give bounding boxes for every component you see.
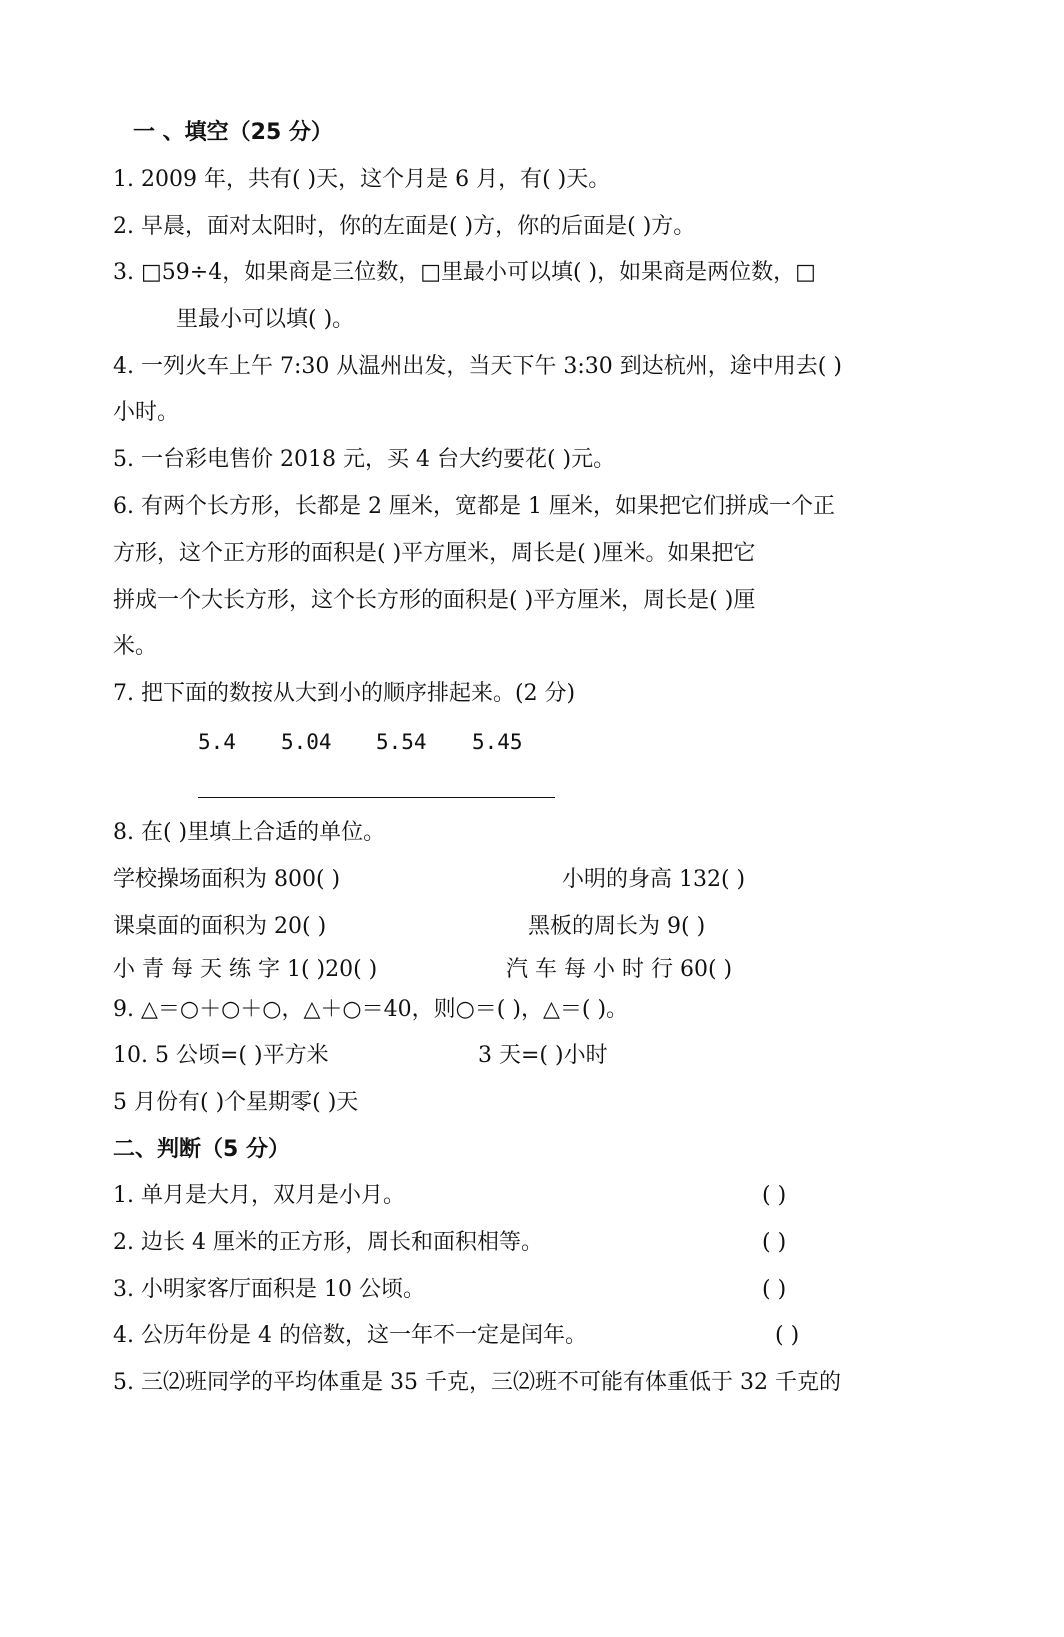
number-item: 5.04 xyxy=(281,730,332,754)
number-item: 5.4 xyxy=(198,730,236,754)
question-8-item-f: 汽 车 每 小 时 行 60( ) xyxy=(506,957,733,982)
question-10-item-c: 5 月份有( )个星期零( )天 xyxy=(113,1090,359,1115)
question-1: 1. 2009 年，共有( )天，这个月是 6 月，有( )天。 xyxy=(113,167,611,192)
question-6-line3: 拼成一个大长方形，这个长方形的面积是( )平方厘米，周长是( )厘 xyxy=(113,588,756,613)
judge-item-1: 1. 单月是大月，双月是小月。 xyxy=(113,1183,405,1208)
number-item: 5.45 xyxy=(472,730,523,754)
question-4-line1: 4. 一列火车上午 7:30 从温州出发，当天下午 3:30 到达杭州，途中用去( ) xyxy=(113,354,842,379)
answer-line xyxy=(198,797,555,798)
question-2: 2. 早晨，面对太阳时，你的左面是( )方，你的后面是( )方。 xyxy=(113,214,696,239)
judge-answer-paren: ( ) xyxy=(762,1230,787,1255)
judge-item-2: 2. 边长 4 厘米的正方形，周长和面积相等。 xyxy=(113,1230,543,1255)
question-3-line1: 3. □59÷4，如果商是三位数，□里最小可以填( )，如果商是两位数，□ xyxy=(113,260,816,285)
judge-answer-paren: ( ) xyxy=(762,1277,787,1302)
judge-item-3: 3. 小明家客厅面积是 10 公顷。 xyxy=(113,1277,425,1302)
judge-item-4: 4. 公历年份是 4 的倍数，这一年不一定是闰年。 xyxy=(113,1323,587,1348)
judge-answer-paren: ( ) xyxy=(762,1183,787,1208)
question-8-item-b: 小明的身高 132( ) xyxy=(562,867,746,892)
section1-heading: 一 、填空（25 分） xyxy=(133,120,333,145)
section2-heading: 二、判断（5 分） xyxy=(113,1137,290,1162)
question-10-item-a: 10. 5 公顷=( )平方米 xyxy=(113,1043,329,1068)
question-4-line2: 小时。 xyxy=(113,400,180,425)
question-9: 9. △＝○＋○＋○，△＋○＝40，则○＝( )，△＝( )。 xyxy=(113,997,629,1022)
question-10-item-b: 3 天=( )小时 xyxy=(478,1043,608,1068)
question-8-item-c: 课桌面的面积为 20( ) xyxy=(113,914,327,939)
question-6-line2: 方形，这个正方形的面积是( )平方厘米，周长是( )厘米。如果把它 xyxy=(113,541,756,566)
question-6-line4: 米。 xyxy=(113,634,158,659)
judge-answer-paren: ( ) xyxy=(775,1323,800,1348)
question-8-item-a: 学校操场面积为 800( ) xyxy=(113,867,341,892)
question-8: 8. 在( )里填上合适的单位。 xyxy=(113,820,386,845)
number-item: 5.54 xyxy=(376,730,427,754)
question-8-item-e: 小 青 每 天 练 字 1( )20( ) xyxy=(113,957,378,982)
question-6-line1: 6. 有两个长方形，长都是 2 厘米，宽都是 1 厘米，如果把它们拼成一个正 xyxy=(113,494,835,519)
judge-item-5: 5. 三⑵班同学的平均体重是 35 千克，三⑵班不可能有体重低于 32 千克的 xyxy=(113,1370,841,1395)
question-7: 7. 把下面的数按从大到小的顺序排起来。(2 分) xyxy=(113,681,576,706)
question-5: 5. 一台彩电售价 2018 元，买 4 台大约要花( )元。 xyxy=(113,447,616,472)
question-8-item-d: 黑板的周长为 9( ) xyxy=(528,914,706,939)
question-3-line2: 里最小可以填( )。 xyxy=(176,307,355,332)
